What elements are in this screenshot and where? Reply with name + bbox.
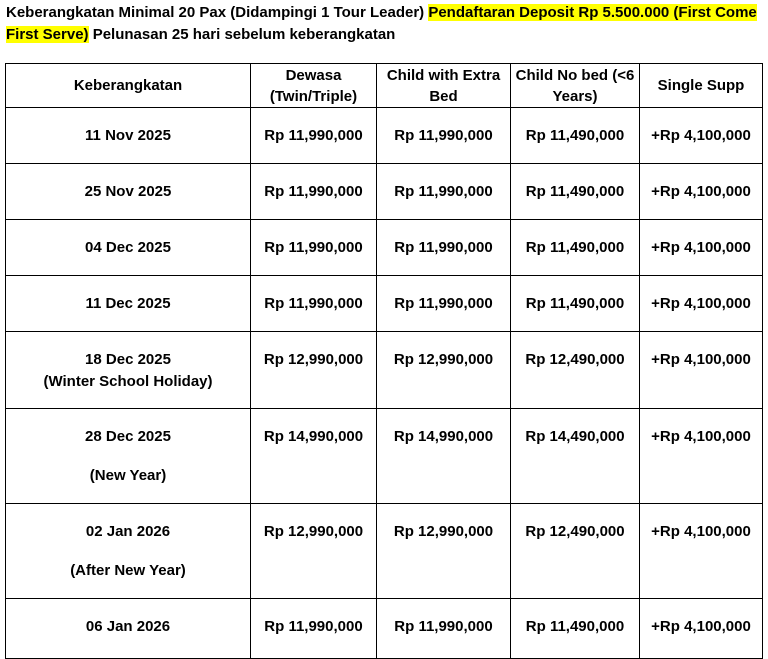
departure-cell bbox=[6, 220, 251, 276]
departure-cell bbox=[6, 599, 251, 659]
adult-price: Rp 11,990,000 bbox=[251, 164, 377, 220]
table-row bbox=[6, 220, 763, 276]
deposit-highlight: Pendaftaran Deposit Rp 5.500.000 (First Come First Serve) bbox=[6, 4, 757, 43]
departure-cell bbox=[6, 409, 251, 504]
table-row bbox=[6, 504, 763, 599]
child-extra-bed-price: Rp 12,990,000 bbox=[377, 332, 511, 409]
child-no-bed-price: Rp 11,490,000 bbox=[511, 164, 640, 220]
table-row bbox=[6, 108, 763, 164]
payment-terms-text: Pelunasan 25 hari sebelum keberangkatan bbox=[88, 26, 396, 43]
child-no-bed-price: Rp 11,490,000 bbox=[511, 220, 640, 276]
header-child-no-bed: Child No bed (<6 Years) bbox=[511, 64, 640, 108]
departure-date: 28 Dec 2025 bbox=[85, 428, 171, 445]
adult-price: Rp 14,990,000 bbox=[251, 409, 377, 504]
adult-price: Rp 11,990,000 bbox=[251, 599, 377, 659]
single-supp-price: +Rp 4,100,000 bbox=[640, 164, 763, 220]
child-no-bed-price: Rp 11,490,000 bbox=[511, 108, 640, 164]
child-extra-bed-price: Rp 12,990,000 bbox=[377, 504, 511, 599]
departure-note: (New Year) bbox=[89, 467, 167, 484]
adult-price: Rp 11,990,000 bbox=[251, 108, 377, 164]
single-supp-price: +Rp 4,100,000 bbox=[640, 599, 763, 659]
single-supp-price: +Rp 4,100,000 bbox=[640, 276, 763, 332]
departure-date: 06 Jan 2026 bbox=[85, 618, 171, 635]
adult-price: Rp 12,990,000 bbox=[251, 504, 377, 599]
departure-date: 11 Dec 2025 bbox=[85, 295, 171, 312]
departure-cell bbox=[6, 164, 251, 220]
table-header-row bbox=[6, 64, 763, 108]
single-supp-price: +Rp 4,100,000 bbox=[640, 108, 763, 164]
child-no-bed-price: Rp 12,490,000 bbox=[511, 332, 640, 409]
departure-date: 02 Jan 2026 bbox=[85, 523, 171, 540]
child-no-bed-price: Rp 11,490,000 bbox=[511, 276, 640, 332]
intro-text: Keberangkatan Minimal 20 Pax (Didampingi 1 Tour Leader) bbox=[6, 4, 429, 21]
table-row bbox=[6, 599, 763, 659]
departure-note: (Winter School Holiday) bbox=[43, 373, 213, 390]
single-supp-price: +Rp 4,100,000 bbox=[640, 332, 763, 409]
departure-info bbox=[6, 2, 762, 46]
header-departure: Keberangkatan bbox=[6, 64, 251, 108]
departure-date: 25 Nov 2025 bbox=[84, 183, 172, 200]
departure-note: (After New Year) bbox=[70, 562, 186, 579]
child-extra-bed-price: Rp 11,990,000 bbox=[377, 108, 511, 164]
departure-date: 04 Dec 2025 bbox=[85, 239, 171, 256]
header-child-extra-bed: Child with Extra Bed bbox=[377, 64, 511, 108]
departure-date: 11 Nov 2025 bbox=[85, 127, 171, 144]
child-extra-bed-price: Rp 11,990,000 bbox=[377, 164, 511, 220]
child-extra-bed-price: Rp 14,990,000 bbox=[377, 409, 511, 504]
departure-cell bbox=[6, 276, 251, 332]
header-adult: Dewasa (Twin/Triple) bbox=[251, 64, 377, 108]
child-extra-bed-price: Rp 11,990,000 bbox=[377, 599, 511, 659]
child-extra-bed-price: Rp 11,990,000 bbox=[377, 220, 511, 276]
child-extra-bed-price: Rp 11,990,000 bbox=[377, 276, 511, 332]
price-table bbox=[5, 63, 763, 659]
departure-cell bbox=[6, 504, 251, 599]
departure-cell bbox=[6, 332, 251, 409]
single-supp-price: +Rp 4,100,000 bbox=[640, 220, 763, 276]
single-supp-price: +Rp 4,100,000 bbox=[640, 409, 763, 504]
child-no-bed-price: Rp 11,490,000 bbox=[511, 599, 640, 659]
departure-cell bbox=[6, 108, 251, 164]
table-row bbox=[6, 409, 763, 504]
single-supp-price: +Rp 4,100,000 bbox=[640, 504, 763, 599]
adult-price: Rp 11,990,000 bbox=[251, 220, 377, 276]
header-single-supp: Single Supp bbox=[640, 64, 763, 108]
table-row bbox=[6, 276, 763, 332]
child-no-bed-price: Rp 14,490,000 bbox=[511, 409, 640, 504]
table-row bbox=[6, 164, 763, 220]
departure-date: 18 Dec 2025 bbox=[85, 351, 171, 368]
adult-price: Rp 11,990,000 bbox=[251, 276, 377, 332]
table-row bbox=[6, 332, 763, 409]
adult-price: Rp 12,990,000 bbox=[251, 332, 377, 409]
child-no-bed-price: Rp 12,490,000 bbox=[511, 504, 640, 599]
